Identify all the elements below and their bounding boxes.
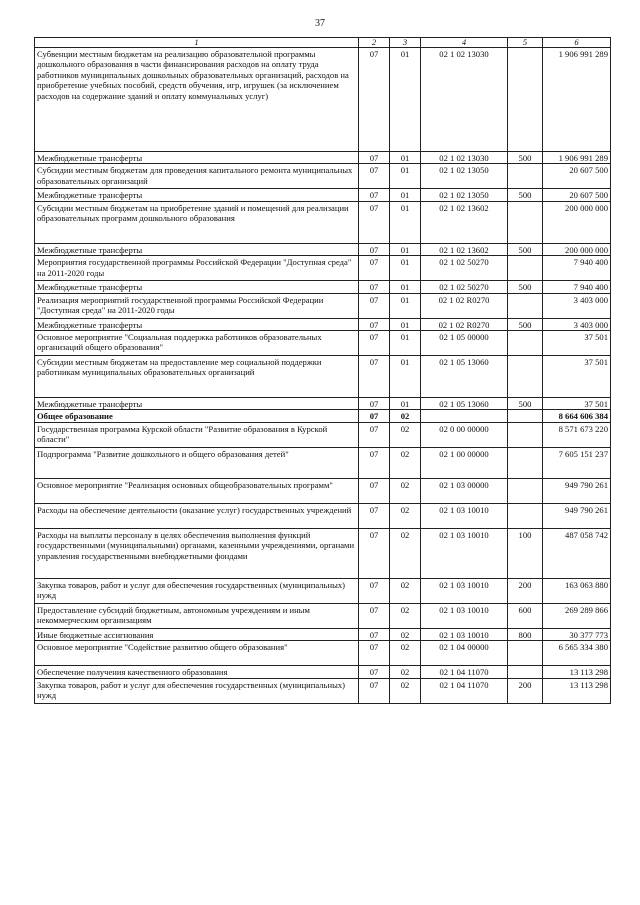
column-header-target-item: 4 xyxy=(421,38,508,48)
row-amount: 37 501 xyxy=(543,356,611,398)
row-amount: 13 113 298 xyxy=(543,666,611,678)
row-name: Предоставление субсидий бюджетным, автономным учреждениям и иным некоммерческим организациям xyxy=(35,603,359,628)
row-amount: 20 607 500 xyxy=(543,189,611,201)
row-section: 07 xyxy=(359,318,390,330)
column-header-expense-type: 5 xyxy=(508,38,543,48)
row-section: 07 xyxy=(359,164,390,189)
row-subsection: 01 xyxy=(390,293,421,318)
table-row xyxy=(35,628,611,640)
row-subsection: 01 xyxy=(390,398,421,410)
row-target-item: 02 1 04 11070 xyxy=(421,666,508,678)
row-name: Иные бюджетные ассигнования xyxy=(35,628,359,640)
row-amount: 20 607 500 xyxy=(543,164,611,189)
row-name: Межбюджетные трансферты xyxy=(35,318,359,330)
table-row xyxy=(35,189,611,201)
row-target-item: 02 1 05 13060 xyxy=(421,398,508,410)
row-target-item: 02 1 02 50270 xyxy=(421,256,508,281)
row-amount: 7 940 400 xyxy=(543,281,611,293)
row-expense-type: 200 xyxy=(508,578,543,603)
row-section: 07 xyxy=(359,256,390,281)
row-name: Расходы на выплаты персоналу в целях обеспечения выполнения функций государственными (муниципальными) органами, казенными учреждениями, органами управления государственными внебюджетными фондами xyxy=(35,528,359,578)
row-amount: 487 058 742 xyxy=(543,528,611,578)
budget-table xyxy=(34,37,611,704)
table-row xyxy=(35,678,611,703)
row-name: Мероприятия государственной программы Российской Федерации "Доступная среда" на 2011-2020 годы xyxy=(35,256,359,281)
table-row xyxy=(35,256,611,281)
row-section: 07 xyxy=(359,293,390,318)
row-target-item: 02 0 00 00000 xyxy=(421,422,508,447)
row-section: 07 xyxy=(359,422,390,447)
row-target-item: 02 1 05 00000 xyxy=(421,331,508,356)
row-subsection: 02 xyxy=(390,666,421,678)
row-amount: 3 403 000 xyxy=(543,318,611,330)
row-amount: 200 000 000 xyxy=(543,201,611,243)
table-row xyxy=(35,398,611,410)
row-name: Основное мероприятие "Содействие развитию общего образования" xyxy=(35,641,359,666)
row-name: Межбюджетные трансферты xyxy=(35,398,359,410)
column-header-section: 2 xyxy=(359,38,390,48)
row-expense-type xyxy=(508,478,543,503)
row-target-item: 02 1 02 13030 xyxy=(421,152,508,164)
table-row xyxy=(35,281,611,293)
table-row xyxy=(35,578,611,603)
column-header-amount: 6 xyxy=(543,38,611,48)
row-target-item: 02 1 02 50270 xyxy=(421,281,508,293)
row-subsection: 01 xyxy=(390,164,421,189)
row-amount: 37 501 xyxy=(543,398,611,410)
row-target-item: 02 1 04 00000 xyxy=(421,641,508,666)
row-expense-type xyxy=(508,503,543,528)
row-name: Основное мероприятие "Реализация основных общеобразовательных программ" xyxy=(35,478,359,503)
row-name: Подпрограмма "Развитие дошкольного и общего образования детей" xyxy=(35,447,359,478)
row-name: Основное мероприятие "Социальная поддержка работников образовательных организаций общего образования" xyxy=(35,331,359,356)
row-name: Государственная программа Курской области "Развитие образования в Курской области" xyxy=(35,422,359,447)
row-expense-type xyxy=(508,293,543,318)
row-expense-type: 500 xyxy=(508,152,543,164)
row-amount: 7 940 400 xyxy=(543,256,611,281)
row-section: 07 xyxy=(359,478,390,503)
row-section: 07 xyxy=(359,48,390,152)
row-section: 07 xyxy=(359,666,390,678)
row-name: Межбюджетные трансферты xyxy=(35,281,359,293)
row-amount: 13 113 298 xyxy=(543,678,611,703)
row-name: Общее образование xyxy=(35,410,359,422)
row-section: 07 xyxy=(359,447,390,478)
row-section: 07 xyxy=(359,578,390,603)
row-subsection: 01 xyxy=(390,189,421,201)
row-name: Закупка товаров, работ и услуг для обеспечения государственных (муниципальных) нужд xyxy=(35,578,359,603)
row-subsection: 02 xyxy=(390,528,421,578)
row-amount: 6 565 334 380 xyxy=(543,641,611,666)
row-target-item: 02 1 05 13060 xyxy=(421,356,508,398)
row-subsection: 02 xyxy=(390,628,421,640)
column-header-subsection: 3 xyxy=(390,38,421,48)
row-expense-type xyxy=(508,666,543,678)
row-name: Субсидии местным бюджетам на предоставление мер социальной поддержки работникам муниципальных образовательных организаций xyxy=(35,356,359,398)
row-expense-type xyxy=(508,201,543,243)
row-section: 07 xyxy=(359,503,390,528)
row-subsection: 02 xyxy=(390,641,421,666)
row-amount: 200 000 000 xyxy=(543,243,611,255)
row-subsection: 01 xyxy=(390,152,421,164)
row-subsection: 02 xyxy=(390,422,421,447)
row-amount: 1 906 991 289 xyxy=(543,152,611,164)
row-amount: 37 501 xyxy=(543,331,611,356)
row-target-item: 02 1 02 13602 xyxy=(421,243,508,255)
table-row xyxy=(35,152,611,164)
row-section: 07 xyxy=(359,628,390,640)
row-expense-type: 600 xyxy=(508,603,543,628)
row-name: Межбюджетные трансферты xyxy=(35,243,359,255)
table-row xyxy=(35,503,611,528)
row-amount: 949 790 261 xyxy=(543,478,611,503)
row-subsection: 02 xyxy=(390,678,421,703)
table-row xyxy=(35,478,611,503)
row-subsection: 02 xyxy=(390,478,421,503)
row-section: 07 xyxy=(359,398,390,410)
row-amount: 8 664 606 384 xyxy=(543,410,611,422)
row-expense-type: 500 xyxy=(508,398,543,410)
row-expense-type xyxy=(508,410,543,422)
row-expense-type xyxy=(508,356,543,398)
row-section: 07 xyxy=(359,528,390,578)
row-target-item: 02 1 03 10010 xyxy=(421,503,508,528)
row-target-item: 02 1 04 11070 xyxy=(421,678,508,703)
row-target-item: 02 1 02 R0270 xyxy=(421,318,508,330)
row-expense-type: 100 xyxy=(508,528,543,578)
table-header-row xyxy=(35,38,611,48)
row-target-item: 02 1 02 13602 xyxy=(421,201,508,243)
row-name: Реализация мероприятий государственной программы Российской Федерации "Доступная среда" на 2011-2020 годы xyxy=(35,293,359,318)
row-expense-type: 500 xyxy=(508,281,543,293)
row-section: 07 xyxy=(359,152,390,164)
row-name: Закупка товаров, работ и услуг для обеспечения государственных (муниципальных) нужд xyxy=(35,678,359,703)
table-row xyxy=(35,641,611,666)
row-target-item: 02 1 03 00000 xyxy=(421,478,508,503)
row-target-item: 02 1 03 10010 xyxy=(421,628,508,640)
row-subsection: 02 xyxy=(390,410,421,422)
row-section: 07 xyxy=(359,331,390,356)
table-body xyxy=(35,48,611,704)
row-expense-type xyxy=(508,48,543,152)
row-amount: 3 403 000 xyxy=(543,293,611,318)
table-row xyxy=(35,528,611,578)
row-expense-type: 200 xyxy=(508,678,543,703)
row-expense-type xyxy=(508,256,543,281)
row-target-item: 02 1 02 13050 xyxy=(421,164,508,189)
row-expense-type xyxy=(508,641,543,666)
row-name: Межбюджетные трансферты xyxy=(35,189,359,201)
row-expense-type: 500 xyxy=(508,318,543,330)
column-header-name: 1 xyxy=(35,38,359,48)
row-name: Межбюджетные трансферты xyxy=(35,152,359,164)
row-section: 07 xyxy=(359,603,390,628)
table-row xyxy=(35,201,611,243)
row-name: Расходы на обеспечение деятельности (оказание услуг) государственных учреждений xyxy=(35,503,359,528)
row-expense-type xyxy=(508,422,543,447)
row-name: Субсидии местным бюджетам на приобретение зданий и помещений для реализации образовательных программ дошкольного образования xyxy=(35,201,359,243)
row-amount: 7 605 151 237 xyxy=(543,447,611,478)
table-row xyxy=(35,48,611,152)
row-subsection: 02 xyxy=(390,503,421,528)
row-section: 07 xyxy=(359,410,390,422)
row-section: 07 xyxy=(359,356,390,398)
row-subsection: 02 xyxy=(390,603,421,628)
row-subsection: 02 xyxy=(390,447,421,478)
row-target-item: 02 1 00 00000 xyxy=(421,447,508,478)
table-row xyxy=(35,666,611,678)
row-target-item: 02 1 03 10010 xyxy=(421,603,508,628)
row-subsection: 01 xyxy=(390,48,421,152)
table-row xyxy=(35,243,611,255)
row-target-item: 02 1 02 R0270 xyxy=(421,293,508,318)
row-subsection: 01 xyxy=(390,201,421,243)
table-row xyxy=(35,164,611,189)
row-section: 07 xyxy=(359,189,390,201)
row-amount: 8 571 673 220 xyxy=(543,422,611,447)
row-amount: 269 289 866 xyxy=(543,603,611,628)
row-name: Субвенции местным бюджетам на реализацию образовательной программы дошкольного образования в части финансирования расходов на оплату труда работников муниципальных дошкольных образовательных организаций, расходов на приобретение учебных пособий, средств обучения, игр, игрушек (за исключением расходов на содержание зданий и оплату коммунальных услуг) xyxy=(35,48,359,152)
row-subsection: 01 xyxy=(390,281,421,293)
row-section: 07 xyxy=(359,678,390,703)
row-section: 07 xyxy=(359,641,390,666)
table-row xyxy=(35,331,611,356)
row-expense-type xyxy=(508,447,543,478)
row-subsection: 01 xyxy=(390,318,421,330)
row-expense-type: 800 xyxy=(508,628,543,640)
row-section: 07 xyxy=(359,201,390,243)
row-target-item xyxy=(421,410,508,422)
row-expense-type xyxy=(508,164,543,189)
page-number: 37 xyxy=(315,18,325,29)
row-name: Субсидии местным бюджетам для проведения капитального ремонта муниципальных образовательных организаций xyxy=(35,164,359,189)
row-target-item: 02 1 02 13050 xyxy=(421,189,508,201)
row-subsection: 01 xyxy=(390,256,421,281)
table-row xyxy=(35,293,611,318)
table-row xyxy=(35,356,611,398)
table-row xyxy=(35,603,611,628)
row-amount: 30 377 773 xyxy=(543,628,611,640)
table-row xyxy=(35,447,611,478)
row-section: 07 xyxy=(359,281,390,293)
row-expense-type xyxy=(508,331,543,356)
row-name: Обеспечение получения качественного образования xyxy=(35,666,359,678)
row-amount: 163 063 880 xyxy=(543,578,611,603)
table-row xyxy=(35,422,611,447)
row-target-item: 02 1 02 13030 xyxy=(421,48,508,152)
row-target-item: 02 1 03 10010 xyxy=(421,578,508,603)
row-subsection: 01 xyxy=(390,331,421,356)
table-row xyxy=(35,410,611,422)
row-amount: 949 790 261 xyxy=(543,503,611,528)
table-row xyxy=(35,318,611,330)
row-expense-type: 500 xyxy=(508,189,543,201)
row-section: 07 xyxy=(359,243,390,255)
row-subsection: 01 xyxy=(390,356,421,398)
row-subsection: 02 xyxy=(390,578,421,603)
row-target-item: 02 1 03 10010 xyxy=(421,528,508,578)
row-amount: 1 906 991 289 xyxy=(543,48,611,152)
row-subsection: 01 xyxy=(390,243,421,255)
row-expense-type: 500 xyxy=(508,243,543,255)
